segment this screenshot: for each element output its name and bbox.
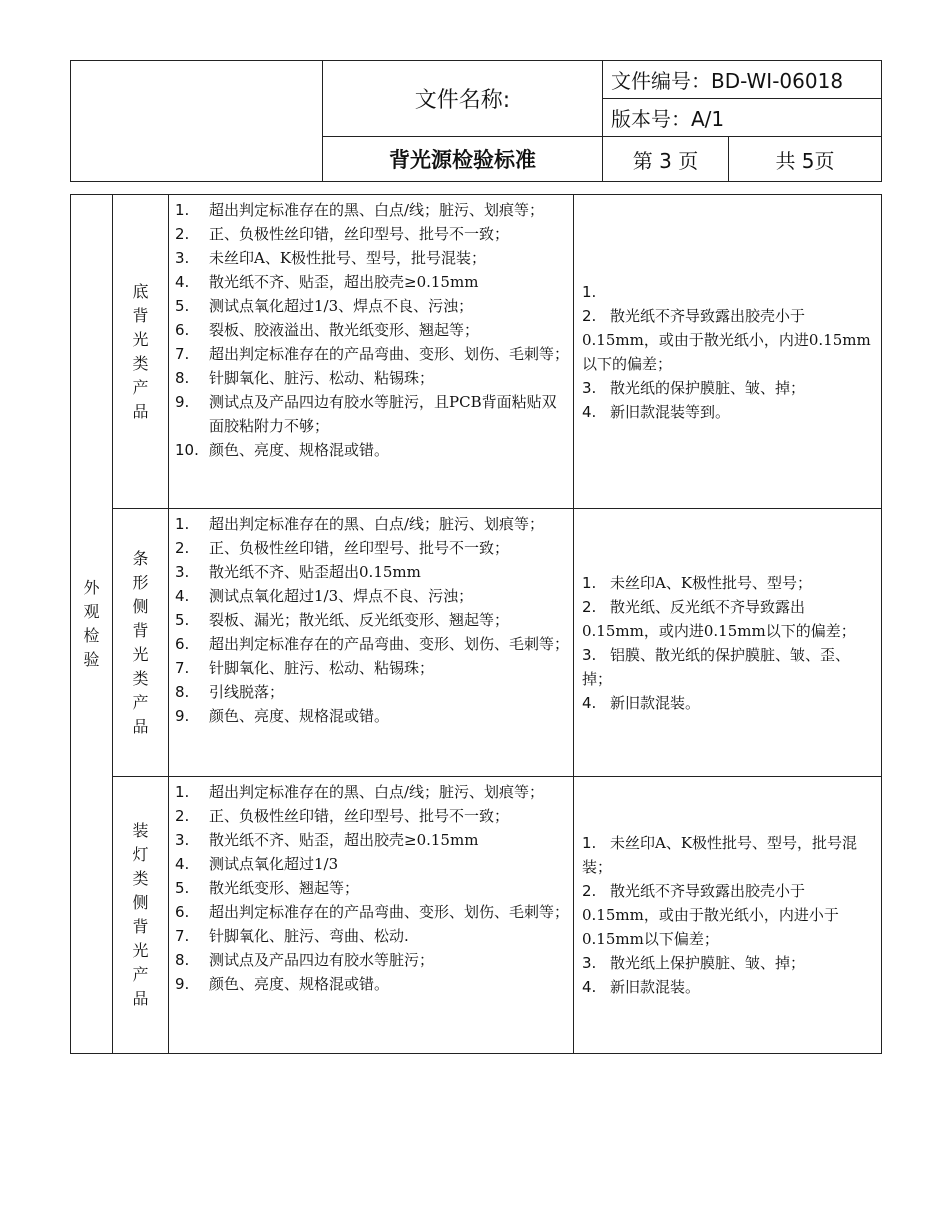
item-text: 针脚氧化、脏污、松动、粘锡珠； <box>209 369 435 387</box>
item-number: 7. <box>175 927 190 945</box>
item-number: 4. <box>175 273 190 291</box>
item-number: 3. <box>582 954 597 972</box>
item-text: 针脚氧化、脏污、弯曲、松动. <box>209 927 409 945</box>
group-name-cell <box>113 777 169 1054</box>
major-defects-cell <box>169 777 574 1054</box>
document-version: 版本号：A/1 <box>603 99 882 137</box>
item-number: 1. <box>175 783 190 801</box>
group-name-cell <box>113 509 169 777</box>
item-text: 超出判定标准存在的黑、白点/线；脏污、划痕等； <box>209 783 545 801</box>
item-text: 散光纸的保护膜脏、皱、掉； <box>610 378 806 397</box>
major-defect-item <box>175 948 569 972</box>
group-name: 装 灯 类 侧 背 光 产 品 <box>132 821 149 1008</box>
minor-defect-item <box>582 595 875 643</box>
major-defect-item <box>175 366 569 390</box>
item-text: 颜色、亮度、规格混或错。 <box>209 441 390 459</box>
item-text: 散光纸、反光纸不齐导致露出0.15mm，或内进0.15mm以下的偏差； <box>582 597 856 640</box>
item-number: 1. <box>582 834 597 852</box>
item-number: 4. <box>175 855 190 873</box>
item-number: 3. <box>175 831 190 849</box>
document-number: 文件编号：BD-WI-06018 <box>603 61 882 99</box>
page-total: 共 5页 <box>729 137 882 182</box>
item-text: 正、负极性丝印错，丝印型号、批号不一致； <box>209 539 510 557</box>
item-number: 2. <box>582 306 597 325</box>
item-number: 1. <box>175 515 190 533</box>
item-text: 正、负极性丝印错，丝印型号、批号不一致； <box>209 807 510 825</box>
item-text: 未丝印A、K极性批号、型号，批号混装； <box>209 249 487 267</box>
document-header <box>70 60 882 182</box>
major-defect-item <box>175 876 569 900</box>
item-text: 测试点及产品四边有胶水等脏污； <box>209 951 435 969</box>
minor-defect-item <box>582 831 875 879</box>
item-text: 新旧款混装等到。 <box>610 402 731 421</box>
item-number: 7. <box>175 659 190 677</box>
group-name-cell <box>113 195 169 509</box>
item-number: 5. <box>175 297 190 315</box>
item-number: 2. <box>175 807 190 825</box>
item-text: 引线脱落； <box>209 683 285 701</box>
minor-defects-cell <box>574 509 882 777</box>
item-text: 超出判定标准存在的黑、白点/线；脏污、划痕等； <box>209 515 545 533</box>
item-number: 6. <box>175 903 190 921</box>
major-defect-item <box>175 222 569 246</box>
item-text: 散光纸不齐、贴歪，超出胶壳≥0.15mm <box>209 831 479 849</box>
item-text: 颜色、亮度、规格混或错。 <box>209 975 390 993</box>
category-cell <box>71 195 113 1054</box>
item-text: 测试点氧化超过1/3、焊点不良、污浊； <box>209 297 474 315</box>
major-defect-item <box>175 270 569 294</box>
item-number: 4. <box>175 587 190 605</box>
major-defect-item <box>175 804 569 828</box>
item-text: 超出判定标准存在的产品弯曲、变形、划伤、毛刺等； <box>209 903 570 921</box>
group-name: 底 背 光 类 产 品 <box>132 281 149 421</box>
major-defect-item <box>175 584 569 608</box>
item-number: 3. <box>175 563 190 581</box>
item-number: 2. <box>582 882 597 900</box>
item-text: 颜色、亮度、规格混或错。 <box>209 707 390 725</box>
group-name: 条 形 侧 背 光 类 产 品 <box>132 548 149 736</box>
item-number: 5. <box>175 879 190 897</box>
major-defect-item <box>175 560 569 584</box>
inspection-table <box>70 194 882 1054</box>
item-text: 测试点氧化超过1/3、焊点不良、污浊； <box>209 587 474 605</box>
item-number: 8. <box>175 369 190 387</box>
minor-defect-item <box>582 400 875 424</box>
item-text: 铝膜、散光纸的保护膜脏、皱、歪、掉； <box>582 645 851 688</box>
major-defect-item <box>175 828 569 852</box>
item-text: 新旧款混装。 <box>610 693 701 712</box>
minor-defect-item <box>582 951 875 975</box>
minor-defect-item <box>582 376 875 400</box>
item-number: 4. <box>582 978 597 996</box>
minor-defects-cell <box>574 195 882 509</box>
item-number: 2. <box>582 597 597 616</box>
item-number: 4. <box>582 402 597 421</box>
logo-cell <box>71 61 323 182</box>
major-defect-item <box>175 972 569 996</box>
document-title: 背光源检验标准 <box>323 137 603 182</box>
item-text: 散光纸不齐、贴歪超出0.15mm <box>209 563 421 581</box>
major-defect-item <box>175 198 569 222</box>
item-text: 正、负极性丝印错，丝印型号、批号不一致； <box>209 225 510 243</box>
item-text: 针脚氧化、脏污、松动、粘锡珠； <box>209 659 435 677</box>
item-number: 2. <box>175 225 190 243</box>
document-name-label: 文件名称: <box>323 61 603 137</box>
item-number: 8. <box>175 683 190 701</box>
major-defect-item <box>175 680 569 704</box>
minor-defect-item <box>582 975 875 999</box>
item-text: 超出判定标准存在的产品弯曲、变形、划伤、毛刺等； <box>209 345 570 363</box>
minor-defect-item <box>582 571 875 595</box>
item-number: 9. <box>175 393 190 411</box>
item-text: 散光纸变形、翘起等； <box>209 879 360 897</box>
minor-defect-item <box>582 280 875 304</box>
major-defects-cell <box>169 195 574 509</box>
item-text: 散光纸不齐导致露出胶壳小于0.15mm，或由于散光纸小，内进小于0.15mm以下偏差； <box>582 882 839 948</box>
item-text: 散光纸上保护膜脏、皱、掉； <box>610 954 806 972</box>
item-number: 6. <box>175 635 190 653</box>
major-defect-item <box>175 438 569 462</box>
major-defect-item <box>175 900 569 924</box>
page-current: 第 3 页 <box>603 137 729 182</box>
item-text: 散光纸不齐、贴歪，超出胶壳≥0.15mm <box>209 273 479 291</box>
major-defect-item <box>175 390 569 438</box>
item-text: 未丝印A、K极性批号、型号； <box>610 573 813 592</box>
minor-defect-item <box>582 879 875 951</box>
minor-defect-item <box>582 691 875 715</box>
major-defect-item <box>175 924 569 948</box>
item-number: 4. <box>582 693 597 712</box>
item-text: 新旧款混装。 <box>610 978 701 996</box>
item-number: 9. <box>175 707 190 725</box>
item-number: 2. <box>175 539 190 557</box>
item-number: 3. <box>175 249 190 267</box>
major-defect-item <box>175 704 569 728</box>
major-defect-item <box>175 632 569 656</box>
item-number: 3. <box>582 378 597 397</box>
item-number: 1. <box>175 201 190 219</box>
major-defect-item <box>175 656 569 680</box>
item-number: 1. <box>582 282 597 301</box>
item-number: 8. <box>175 951 190 969</box>
item-number: 3. <box>582 645 597 664</box>
item-text: 裂板、漏光；散光纸、反光纸变形、翘起等； <box>209 611 510 629</box>
item-number: 9. <box>175 975 190 993</box>
item-text: 测试点氧化超过1/3 <box>209 855 339 873</box>
item-text: 裂板、胶液溢出、散光纸变形、翘起等； <box>209 321 480 339</box>
item-number: 6. <box>175 321 190 339</box>
major-defect-item <box>175 608 569 632</box>
major-defect-item <box>175 318 569 342</box>
category-label: 外 观 检 验 <box>83 578 100 669</box>
major-defects-cell <box>169 509 574 777</box>
item-number: 5. <box>175 611 190 629</box>
major-defect-item <box>175 852 569 876</box>
minor-defect-item <box>582 304 875 376</box>
item-text: 散光纸不齐导致露出胶壳小于0.15mm，或由于散光纸小，内进0.15mm以下的偏差； <box>582 306 871 373</box>
major-defect-item <box>175 294 569 318</box>
item-number: 1. <box>582 573 597 592</box>
major-defect-item <box>175 246 569 270</box>
major-defect-item <box>175 780 569 804</box>
item-text: 未丝印A、K极性批号、型号，批号混装； <box>582 834 858 876</box>
item-text: 超出判定标准存在的黑、白点/线；脏污、划痕等； <box>209 201 545 219</box>
major-defect-item <box>175 342 569 366</box>
item-text: 超出判定标准存在的产品弯曲、变形、划伤、毛刺等； <box>209 635 570 653</box>
item-text: 测试点及产品四边有胶水等脏污，且PCB背面粘贴双面胶粘附力不够； <box>209 393 557 435</box>
minor-defects-cell <box>574 777 882 1054</box>
major-defect-item <box>175 512 569 536</box>
minor-defect-item <box>582 643 875 691</box>
major-defect-item <box>175 536 569 560</box>
item-number: 10. <box>175 441 199 459</box>
item-number: 7. <box>175 345 190 363</box>
